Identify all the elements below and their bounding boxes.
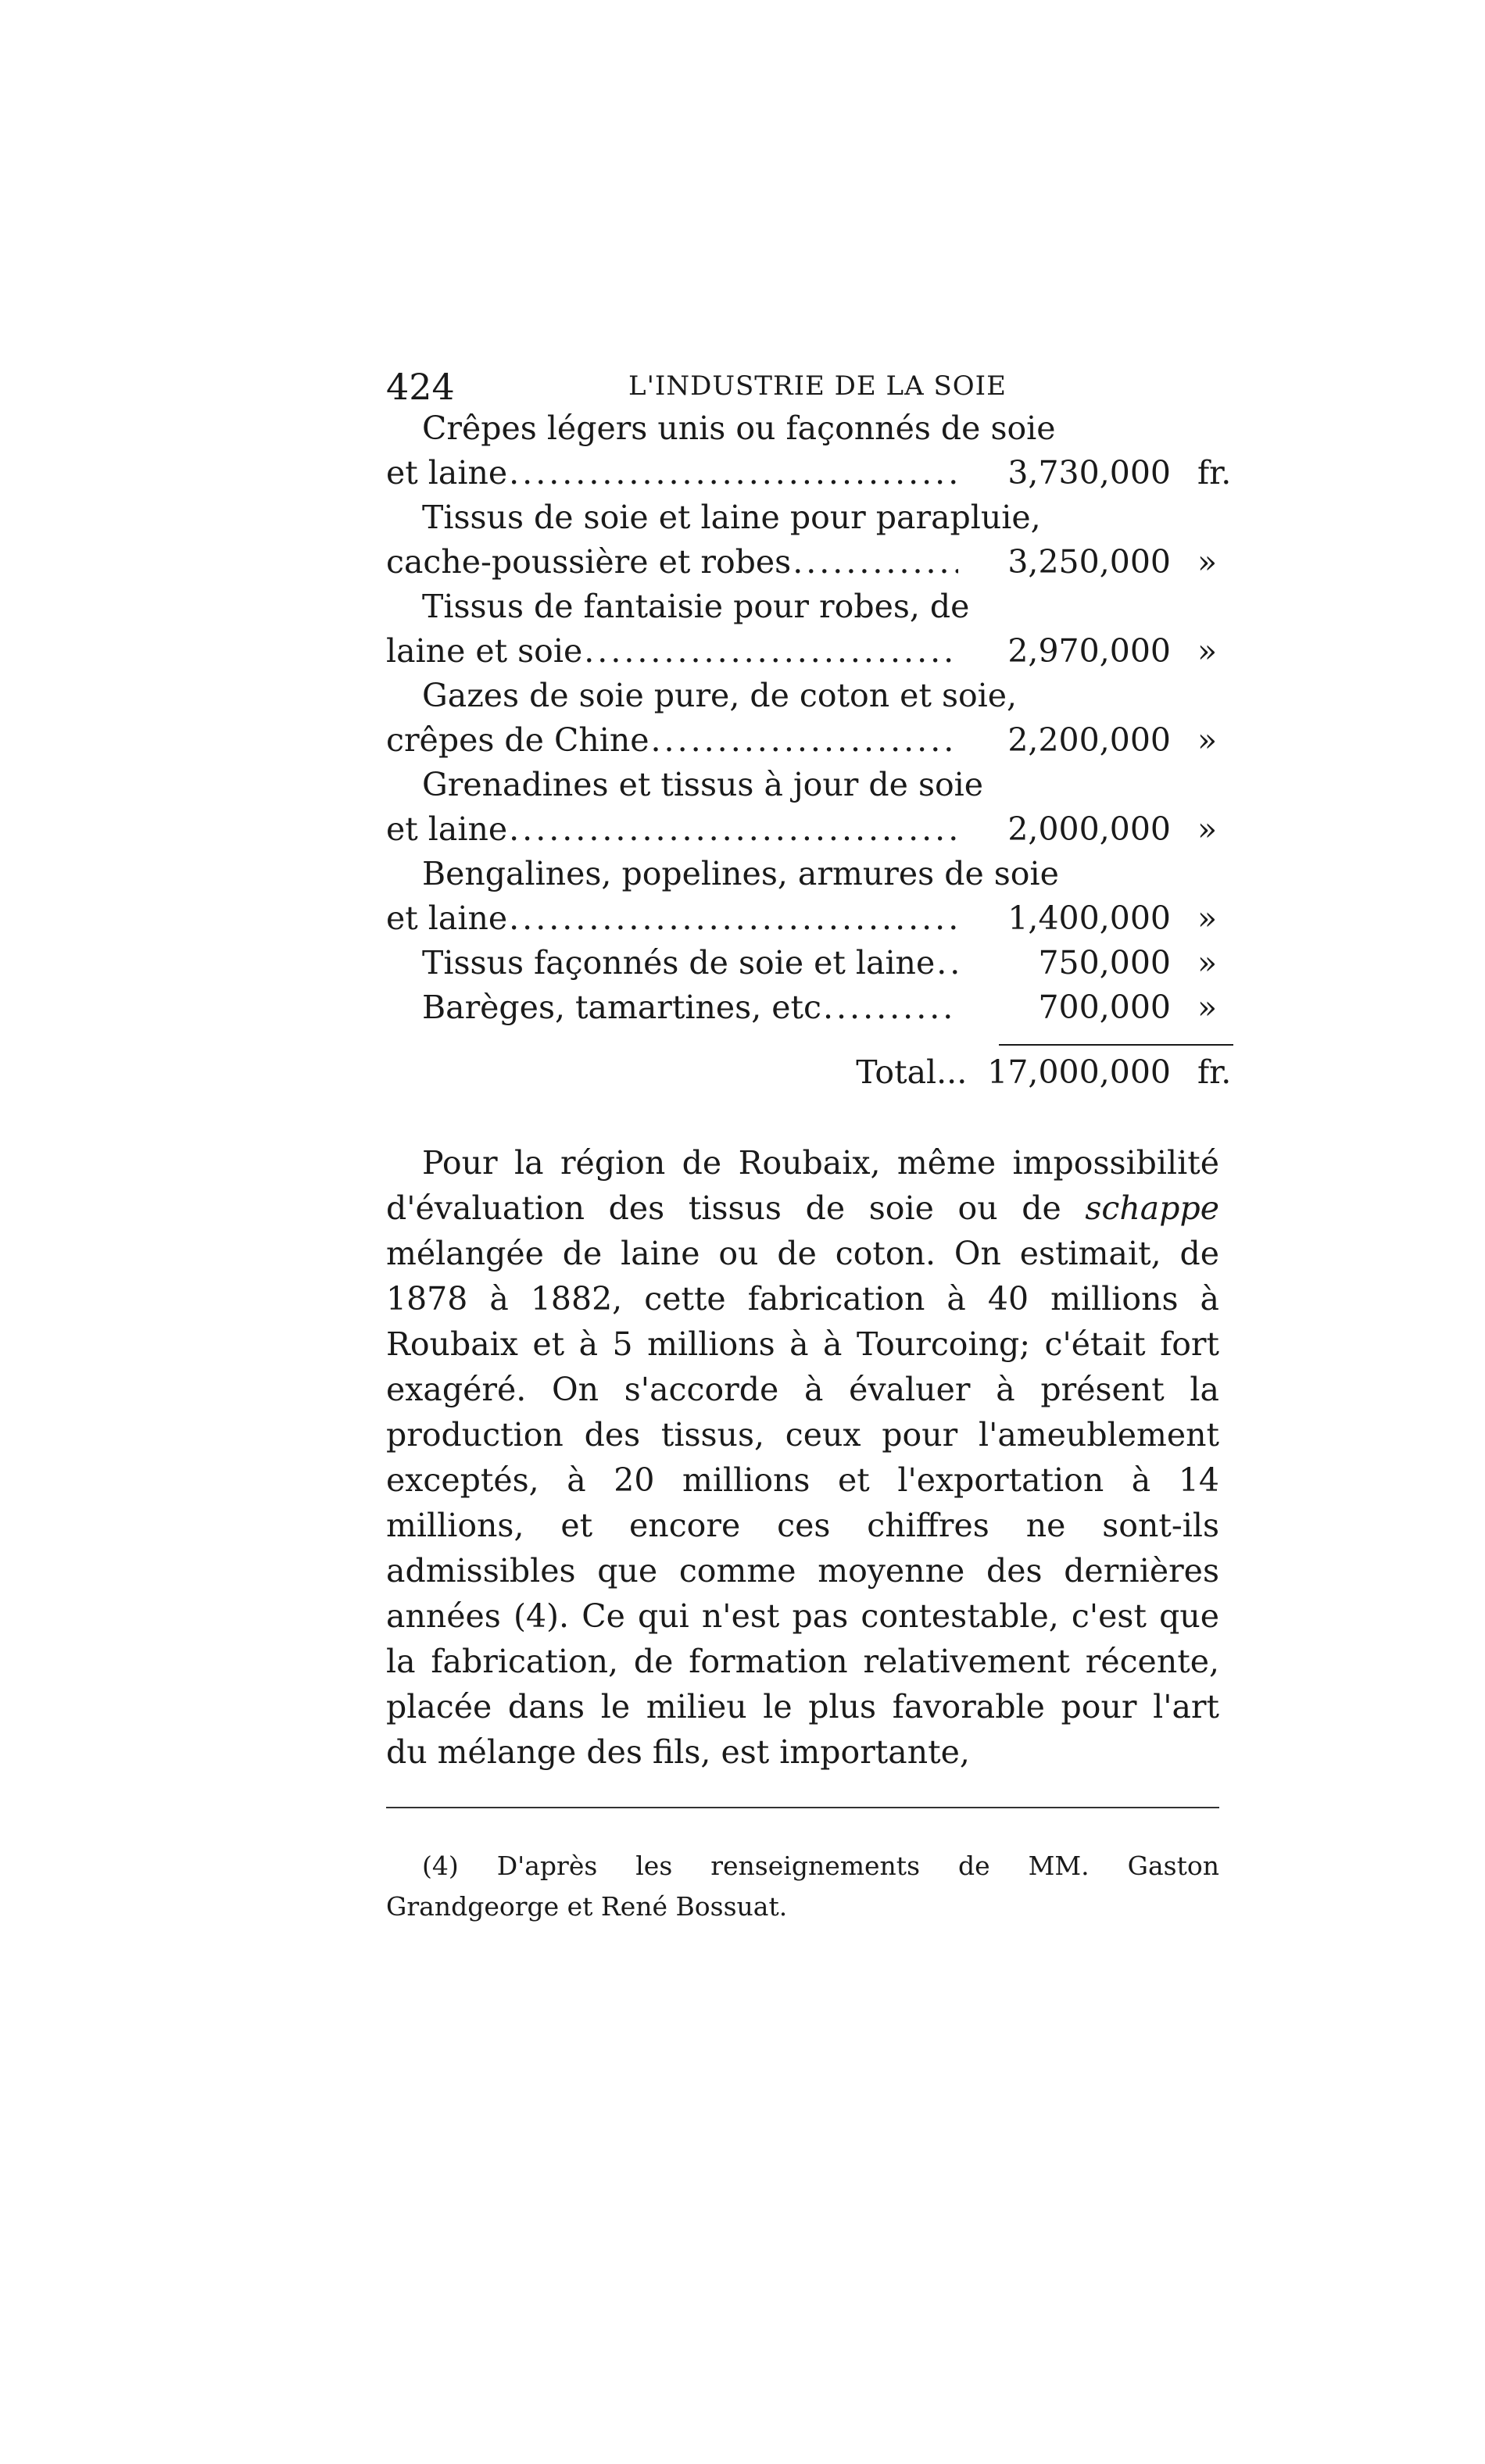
row-unit: » (1197, 543, 1218, 581)
row-label: et laine (386, 810, 508, 848)
table-row (386, 585, 1219, 674)
body-text-end: mélangée de laine ou de coton. On estimait, de 1878 à 1882, cette fabrication à 40 millions à Roubaix et à 5 millions à à Tourcoing; c'était fort exagéré. On s'accorde à évaluer à présent la production des tissus, ceux pour l'ameublement exceptés, à 20 millions et l'exportation à 14 millions, et encore ces chiffres ne sont-ils admissibles que comme moyenne des dernières années (4). Ce qui n'est pas contestable, c'est que la fabrication, de formation relativement récente, placée dans le milieu le plus favorable pour l'art du mélange des fils, est importante, (386, 1235, 1219, 1771)
row-amount: 2,200,000 (1007, 721, 1171, 759)
total-divider (999, 1044, 1233, 1046)
row-unit: » (1197, 989, 1218, 1026)
row-unit: » (1197, 721, 1218, 759)
row-label: et laine (386, 899, 508, 937)
running-title: L'INDUSTRIE DE LA SOIE (628, 370, 1007, 402)
row-value-line (386, 941, 1219, 985)
row-unit: » (1197, 632, 1218, 670)
row-value-line (386, 807, 1219, 852)
row-unit: » (1197, 944, 1218, 982)
dot-leader (936, 941, 958, 985)
dot-leader (509, 896, 958, 941)
row-label: cache-poussière et robes (386, 543, 792, 581)
row-amount: 3,250,000 (1007, 543, 1171, 581)
dot-leader (823, 985, 958, 1030)
total-amount: 17,000,000 (987, 1053, 1171, 1091)
row-label-line: Tissus de fantaisie pour robes, de (422, 588, 970, 625)
page-number: 424 (386, 366, 455, 408)
production-table (386, 406, 1232, 1095)
row-amount: 1,400,000 (1007, 899, 1171, 937)
row-label-line: Gazes de soie pure, de coton et soie, (422, 677, 1018, 714)
total-row (386, 1050, 1232, 1095)
table-row (386, 985, 1219, 1030)
table-row (386, 406, 1232, 495)
row-value-line (386, 896, 1219, 941)
book-page (386, 359, 1232, 1953)
table-row (386, 495, 1219, 585)
total-label: Total... (856, 1053, 968, 1091)
row-label-line: Grenadines et tissus à jour de soie (422, 766, 984, 803)
row-unit: » (1197, 810, 1218, 848)
row-label: et laine (386, 454, 508, 492)
row-label: Tissus façonnés de soie et laine (422, 944, 936, 982)
dot-leader (509, 451, 958, 495)
row-label-line: Bengalines, popelines, armures de soie (422, 855, 1059, 892)
row-value-line (386, 718, 1219, 763)
row-label: laine et soie (386, 632, 583, 670)
footnote-divider (386, 1807, 1219, 1808)
row-label-line: Tissus de soie et laine pour parapluie, (422, 499, 1041, 536)
dot-leader (509, 807, 958, 852)
table-row (386, 674, 1219, 763)
dot-leader (651, 718, 958, 763)
row-unit: » (1197, 899, 1218, 937)
row-amount: 2,000,000 (1007, 810, 1171, 848)
table-row (386, 763, 1219, 852)
page-header (386, 359, 1219, 406)
row-amount: 3,730,000 (1007, 454, 1171, 492)
row-unit: fr. (1197, 454, 1232, 492)
table-row (386, 941, 1219, 985)
italic-term: schappe (1085, 1189, 1219, 1227)
row-value-line (386, 451, 1232, 495)
row-value-line (386, 629, 1219, 674)
row-label: crêpes de Chine (386, 721, 649, 759)
row-amount: 2,970,000 (1007, 632, 1171, 670)
row-amount: 750,000 (1038, 944, 1171, 982)
row-amount: 700,000 (1038, 989, 1171, 1026)
dot-leader (793, 540, 958, 585)
dot-leader (584, 629, 958, 674)
table-row (386, 852, 1219, 941)
row-label-line: Crêpes légers unis ou façonnés de soie (422, 409, 1056, 447)
row-value-line (386, 985, 1219, 1030)
body-text-start: Pour la région de Roubaix, même impossibilité d'évaluation des tissus de soie ou de (386, 1144, 1219, 1227)
row-label: Barèges, tamartines, etc (422, 989, 821, 1026)
total-unit: fr. (1197, 1053, 1232, 1091)
body-paragraph (386, 1140, 1219, 1775)
footnote: (4) D'après les renseignements de MM. Gaston Grandgeorge et René Bossuat. (386, 1851, 1219, 1922)
row-value-line (386, 540, 1219, 585)
